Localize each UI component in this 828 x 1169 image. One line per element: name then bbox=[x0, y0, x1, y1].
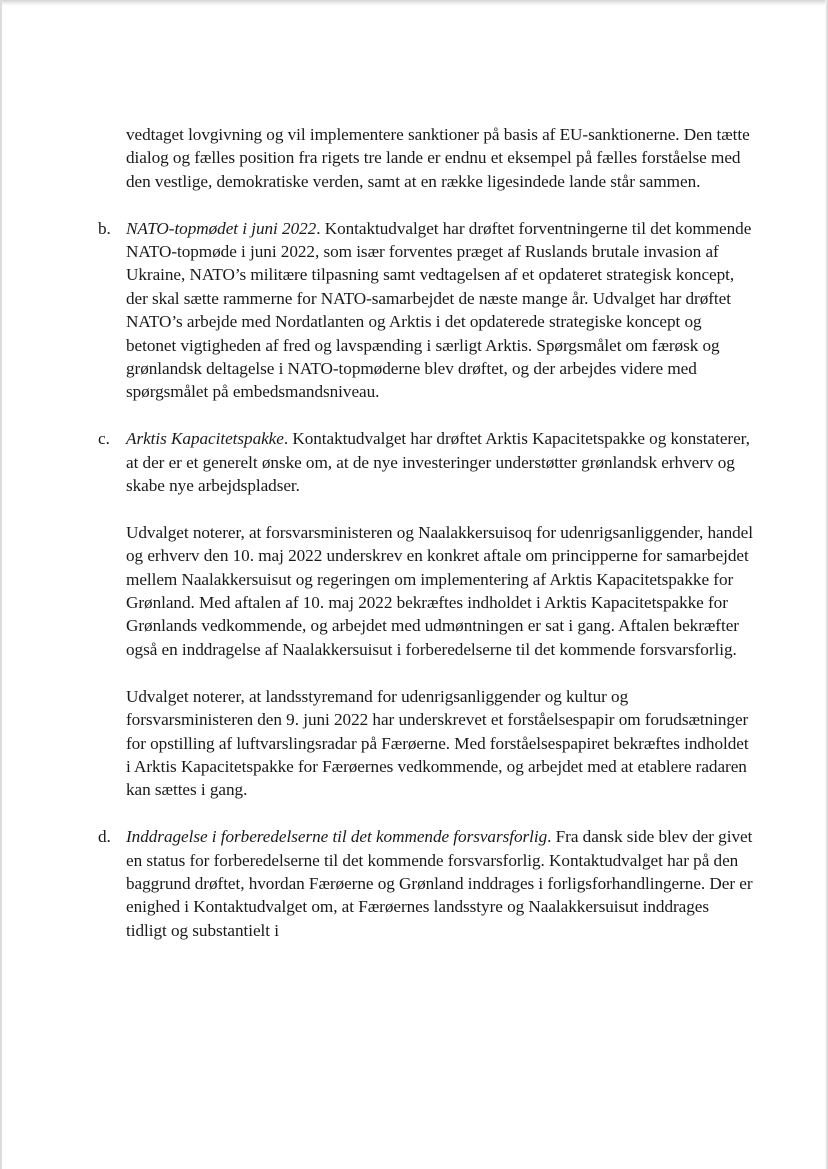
paragraph-gap bbox=[98, 497, 753, 520]
paragraph-gap bbox=[98, 661, 753, 684]
page-left-edge bbox=[0, 0, 2, 1169]
c-paragraph-1: Udvalget noterer, at forsvarsministeren og Naalakkersuisoq for udenrigsanliggender, handel og erhverv den 10. maj 2022 underskrev en konkret aftale om principperne for samarbejdet mellem Naalakkersuisut og regeringen om implementering af Arktis Kapacitetspakke for Grønland. Med aftalen af 10. maj 2022 bekræftes indholdet i Arktis Kapacitetspakke for Grønlands vedkommende, og arbejdet med udmøntningen er sat i gang. Aftalen bekræfter også en inddragelse af Naalakkersuisut i forberedelserne til det kommende forsvarsforlig. bbox=[126, 522, 753, 659]
paragraph-gap bbox=[98, 193, 753, 216]
list-item-heading: Inddragelse i forberedelserne til det kommende forsvarsforlig bbox=[126, 827, 548, 847]
list-item-body: . Kontaktudvalget har drøftet forventningerne til det kommende NATO-topmøde i juni 2022, som især forventes præget af Ruslands brutale invasion af Ukraine, NATO’s militære tilpasning samt vedtagelsen af et opdateret strategisk koncept, der skal sætte rammerne for NATO-samarbejdet de næste mange år. Udvalget har drøftet NATO’s arbejde med Nordatlanten og Arktis i det opdaterede strategiske koncept og betonet vigtigheden af fred og lavspænding i særligt Arktis. Spørgsmålet om færøsk og grønlandsk deltagelse i NATO-topmøderne blev drøftet, og der arbejdes videre med spørgsmålet på embedsmandsniveau. bbox=[126, 218, 752, 402]
list-item-d bbox=[98, 825, 753, 942]
list-item-heading: NATO-topmødet i juni 2022 bbox=[126, 218, 317, 238]
page-top-edge bbox=[0, 0, 828, 6]
paragraph-gap bbox=[98, 404, 753, 427]
document-body bbox=[98, 123, 753, 942]
list-item-letter: c. bbox=[98, 429, 110, 449]
list-item-b bbox=[98, 217, 753, 404]
paragraph-gap bbox=[98, 802, 753, 825]
list-item-body: . Kontaktudvalget har drøftet Arktis Kapacitetspakke og konstaterer, at der er et generelt ønske om, at de nye investeringer understøtter grønlandsk erhverv og skabe nye arbejdspladser. bbox=[126, 429, 750, 496]
list-item-letter: d. bbox=[98, 827, 111, 847]
intro-paragraph: vedtaget lovgivning og vil implementere sanktioner på basis af EU-sanktionerne. Den tætte dialog og fælles position fra rigets tre lande er endnu et eksempel på fælles forståelse med den vestlige, demokratiske verden, samt at en række ligesindede lande står sammen. bbox=[126, 125, 750, 191]
list-item-heading: Arktis Kapacitetspakke bbox=[126, 429, 284, 449]
list-item-letter: b. bbox=[98, 218, 111, 238]
list-item-c bbox=[98, 427, 753, 497]
list-item-body: . Fra dansk side blev der givet en status for forberedelserne til det kommende forsvarsforlig. Kontaktudvalget har på den baggrund drøftet, hvordan Færøerne og Grønland inddrages i forligsforhandlingerne. Der er enighed i Kontaktudvalget om, at Færøernes landsstyre og Naalakkersuisut inddrages tidligt og substantielt i bbox=[126, 827, 753, 940]
c-paragraph-2: Udvalget noterer, at landsstyremand for udenrigsanliggender og kultur og forsvarsministeren den 9. juni 2022 har underskrevet et forståelsespapir om forudsætninger for opstilling af luftvarslingsradar på Færøerne. Med forståelsespapiret bekræftes indholdet i Arktis Kapacitetspakke for Færøernes vedkommende, og arbejdet med at etablere radaren kan sættes i gang. bbox=[126, 686, 749, 800]
